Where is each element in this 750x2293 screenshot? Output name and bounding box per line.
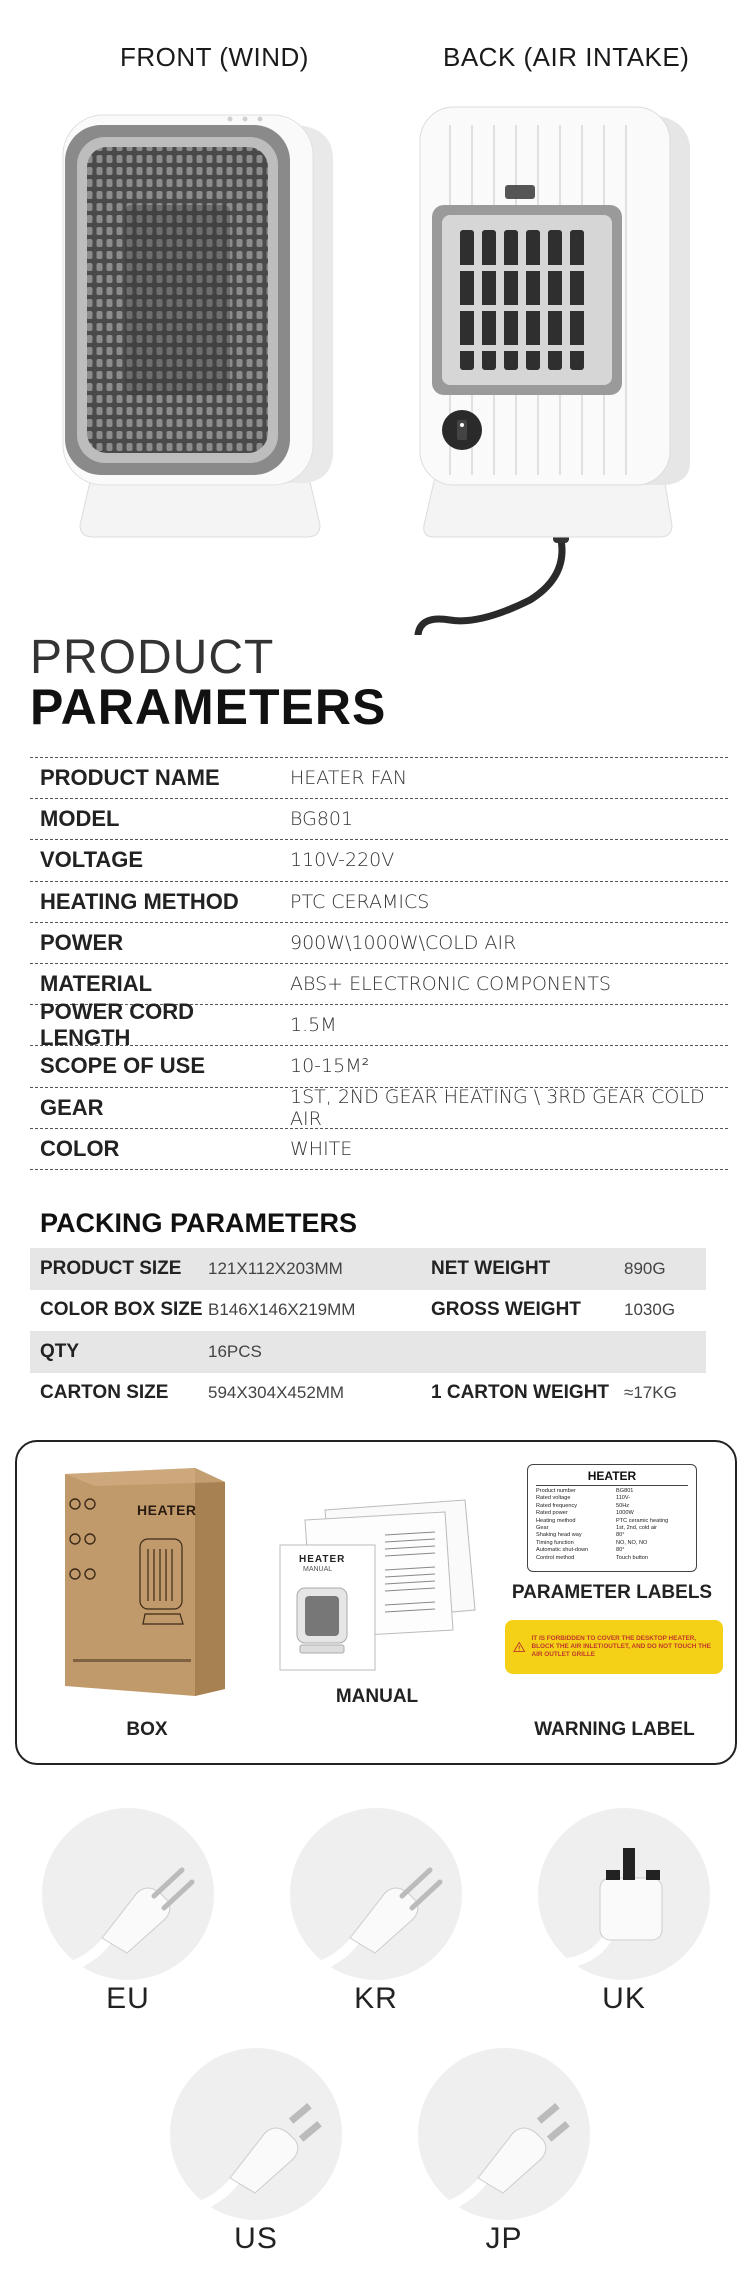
box-image (45, 1464, 230, 1699)
param-label: POWER (40, 929, 124, 955)
pack-label: 1 CARTON WEIGHT (431, 1382, 610, 1404)
param-label: POWER CORD LENGTH (40, 999, 194, 1051)
param-row (30, 1046, 728, 1087)
manual-image (275, 1490, 480, 1675)
param-row (30, 1085, 728, 1130)
pack-value: 121X112X203MM (208, 1258, 343, 1278)
param-label: MATERIAL (40, 971, 153, 997)
param-row (30, 840, 728, 881)
packing-parameters-title: PACKING PARAMETERS (40, 1208, 358, 1238)
param-value: 1.5M (290, 1014, 337, 1037)
parameter-card-row: Timing function NO, NO, NO (536, 1539, 648, 1546)
jp-plug-label: JP (485, 2222, 523, 2255)
parameter-labels-label: PARAMETER LABELS (511, 1582, 713, 1603)
manual-cover-title: HEATER (299, 1554, 346, 1565)
pack-row (30, 1290, 706, 1332)
front-heater-image (55, 105, 345, 555)
pack-value: B146X146X219MM (208, 1300, 356, 1320)
param-value: 10-15M² (290, 1055, 370, 1078)
eu-plug-circle (42, 1808, 214, 1980)
param-label: COLOR (40, 1135, 120, 1161)
pack-value: 16PCS (208, 1341, 262, 1361)
us-plug-label: US (234, 2222, 278, 2255)
pack-row (30, 1373, 706, 1415)
parameter-card-row: Control method Touch button (536, 1554, 649, 1561)
uk-plug-label: UK (602, 1982, 646, 2015)
param-row (30, 999, 728, 1051)
kr-plug-icon (290, 1808, 462, 1980)
parameter-card-title: HEATER (536, 1469, 688, 1486)
jp-plug-icon (418, 2048, 590, 2220)
pack-label: GROSS WEIGHT (431, 1299, 581, 1321)
package-contents-panel (15, 1440, 737, 1765)
parameter-label-card (527, 1464, 697, 1572)
pack-row (30, 1331, 706, 1373)
eu-plug-icon (42, 1808, 214, 1980)
param-row (30, 1129, 728, 1170)
param-value: PTC CERAMICS (290, 890, 430, 913)
uk-plug-circle (538, 1808, 710, 1980)
us-plug-icon (170, 2048, 342, 2220)
pack-value: ≈17KG (624, 1383, 677, 1403)
parameter-card-row: Heating method PTC ceramic heating (536, 1517, 669, 1524)
pack-label: PRODUCT SIZE (40, 1257, 182, 1279)
front-view-title: FRONT (WIND) (120, 42, 309, 72)
pack-label: NET WEIGHT (431, 1257, 551, 1279)
eu-plug-label: EU (106, 1982, 150, 2015)
warning-label-label: WARNING LABEL (534, 1719, 695, 1740)
param-label: PRODUCT NAME (40, 765, 220, 791)
param-value: 1ST, 2ND GEAR HEATING \ 3RD GEAR COLD AIR (290, 1085, 705, 1130)
param-row (30, 923, 728, 964)
parameter-card-row: Gear 1st, 2nd, cold air (536, 1525, 658, 1532)
param-row (30, 758, 728, 799)
param-row (30, 882, 728, 923)
parameter-card-row: Shaking head way 80° (536, 1532, 625, 1539)
pack-value: 890G (624, 1258, 666, 1278)
pack-row (30, 1248, 706, 1290)
param-value: 110V-220V (290, 849, 395, 872)
box-label: BOX (126, 1719, 168, 1740)
warning-text: IT IS FORBIDDEN TO COVER THE DESKTOP HEATER, BLOCK THE AIR INLET/OUTLET, AND DO NOT TOUCH THE AIR OUTLET GRILLE (531, 1635, 711, 1658)
pack-value: 1030G (624, 1300, 676, 1320)
manual-cover-subtitle: MANUAL (303, 1566, 333, 1573)
param-label: MODEL (40, 806, 120, 832)
kr-plug-circle (290, 1808, 462, 1980)
warning-triangle-icon (513, 1635, 526, 1659)
pack-label: QTY (40, 1340, 80, 1362)
param-label: HEATING METHOD (40, 888, 239, 914)
pack-label: COLOR BOX SIZE (40, 1299, 203, 1321)
uk-plug-icon (538, 1808, 710, 1980)
param-row (30, 799, 728, 840)
param-value: BG801 (290, 808, 354, 831)
product-parameters-title-line2: PARAMETERS (30, 679, 387, 735)
pack-label: CARTON SIZE (40, 1382, 169, 1404)
parameter-card-row: Rated power 1000W (536, 1510, 634, 1517)
packing-parameters-table (30, 1248, 706, 1414)
parameter-card-row: Rated voltage 110V- (536, 1495, 631, 1502)
jp-plug-circle (418, 2048, 590, 2220)
param-value: ABS+ ELECTRONIC COMPONENTS (290, 973, 611, 996)
us-plug-circle (170, 2048, 342, 2220)
product-parameters-table (30, 757, 728, 1170)
param-label: VOLTAGE (40, 847, 144, 873)
parameter-card-row: Automatic shut-down 80° (536, 1547, 625, 1554)
param-label: SCOPE OF USE (40, 1053, 206, 1079)
param-label: GEAR (40, 1094, 104, 1120)
param-value: 900W\1000W\COLD AIR (290, 931, 517, 954)
box-brand-text: HEATER (137, 1502, 197, 1518)
product-parameters-title-line1: PRODUCT (30, 631, 275, 684)
parameter-card-row: Rated frequency 50Hz (536, 1502, 630, 1509)
pack-value: 594X304X452MM (208, 1383, 345, 1403)
back-view-title: BACK (AIR INTAKE) (443, 42, 690, 72)
back-heater-image (410, 105, 750, 635)
kr-plug-label: KR (354, 1982, 398, 2015)
param-value: HEATER FAN (290, 767, 408, 790)
manual-label: MANUAL (335, 1686, 419, 1707)
parameter-card-row: Product number BG801 (536, 1488, 634, 1494)
warning-label-sticker (505, 1620, 723, 1674)
param-value: WHITE (290, 1137, 353, 1160)
